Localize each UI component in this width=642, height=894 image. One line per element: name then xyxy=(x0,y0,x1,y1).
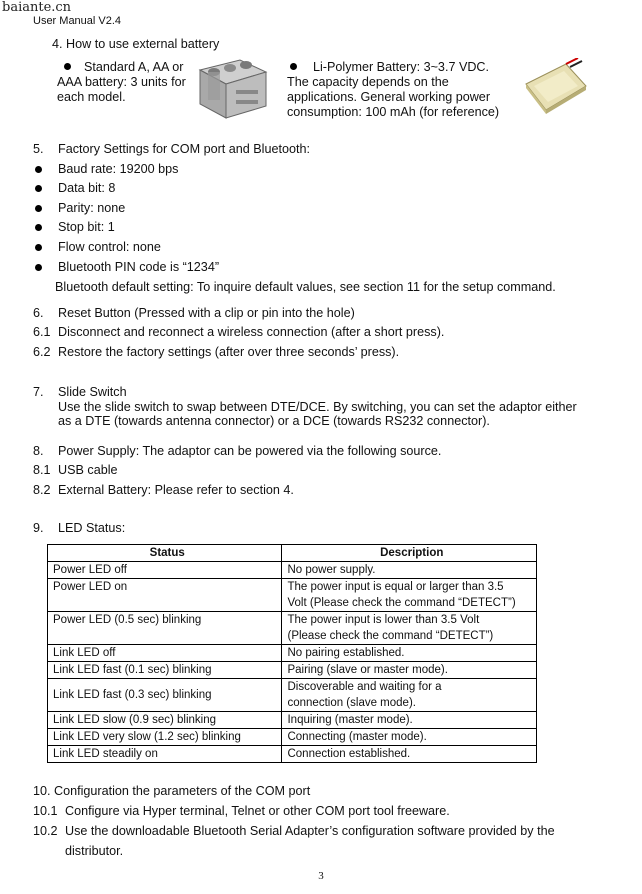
table-row xyxy=(48,579,537,612)
li-polymer-battery-image xyxy=(522,58,590,120)
table-row xyxy=(48,645,537,662)
section-8-1-text: USB cable xyxy=(58,463,118,477)
section-9-number: 9. xyxy=(33,521,44,535)
section-10-title: 10. Configuration the parameters of the COM port xyxy=(33,784,311,798)
bullet-icon xyxy=(35,166,42,173)
table-row xyxy=(48,562,537,579)
section-10-1-text: Configure via Hyper terminal, Telnet or other COM port tool freeware. xyxy=(65,804,450,818)
table-row xyxy=(48,612,537,645)
watermark: baiante.cn xyxy=(2,0,72,15)
table-row xyxy=(48,729,537,746)
description-line: Volt (Please check the command “DETECT”) xyxy=(287,597,516,609)
section-5-title: Factory Settings for COM port and Bluetooth: xyxy=(58,142,310,156)
status-cell: Power LED (0.5 sec) blinking xyxy=(48,612,282,645)
section-8-2-text: External Battery: Please refer to section 4. xyxy=(58,483,294,497)
bullet-icon xyxy=(35,205,42,212)
section-7-title: Slide Switch xyxy=(58,385,127,399)
section-8-number: 8. xyxy=(33,444,44,458)
section-7-body-1: Use the slide switch to swap between DTE/DCE. By switching, you can set the adaptor either xyxy=(58,400,577,414)
description-line: (Please check the command “DETECT”) xyxy=(287,630,494,642)
setting-flow-control: Flow control: none xyxy=(58,240,161,254)
section-10-1-number: 10.1 xyxy=(33,804,58,818)
description-cell xyxy=(282,662,537,679)
section-7-body-2: as a DTE (towards antenna connector) or a DCE (towards RS232 connector). xyxy=(58,414,490,428)
bullet-icon xyxy=(35,224,42,231)
led-status-table xyxy=(47,544,537,763)
page-number: 3 xyxy=(318,870,324,882)
description-cell xyxy=(282,579,537,612)
description-cell xyxy=(282,562,537,579)
setting-pin-code: Bluetooth PIN code is “1234” xyxy=(58,260,220,274)
lipo-text-1: Li-Polymer Battery: 3~3.7 VDC. xyxy=(313,60,490,74)
section-6-2-text: Restore the factory settings (after over three seconds’ press). xyxy=(58,345,400,359)
description-cell xyxy=(282,612,537,645)
column-header-status: Status xyxy=(48,545,282,562)
table-header-row xyxy=(48,545,537,562)
section-6-2-number: 6.2 xyxy=(33,345,51,359)
description-cell xyxy=(282,746,537,763)
bullet-icon xyxy=(35,244,42,251)
running-header: User Manual V2.4 xyxy=(33,15,122,27)
description-line: The power input is lower than 3.5 Volt xyxy=(287,614,480,626)
description-line: Connecting (master mode). xyxy=(287,731,427,743)
section-10-2-number: 10.2 xyxy=(33,824,58,838)
section-8-title: Power Supply: The adaptor can be powered via the following source. xyxy=(58,444,442,458)
section-6-1-number: 6.1 xyxy=(33,325,51,339)
description-line: No pairing established. xyxy=(287,647,405,659)
section-8-1-number: 8.1 xyxy=(33,463,51,477)
description-line: Connection established. xyxy=(287,748,411,760)
description-cell xyxy=(282,712,537,729)
section-6-number: 6. xyxy=(33,306,44,320)
status-cell: Power LED on xyxy=(48,579,282,612)
description-line: The power input is equal or larger than 3.5 xyxy=(287,581,504,593)
setting-baud-rate: Baud rate: 19200 bps xyxy=(58,162,179,176)
description-line: connection (slave mode). xyxy=(287,697,416,709)
status-cell: Link LED fast (0.3 sec) blinking xyxy=(48,679,282,712)
description-line: Inquiring (master mode). xyxy=(287,714,413,726)
lipo-text-3: applications. General working power xyxy=(287,90,491,104)
column-header-description: Description xyxy=(282,545,537,562)
description-line: No power supply. xyxy=(287,564,376,576)
description-line: Discoverable and waiting for a xyxy=(287,681,442,693)
battery-standard-text-1: Standard A, AA or xyxy=(84,60,184,74)
table-row xyxy=(48,679,537,712)
section-10-2-text-cont: distributor. xyxy=(65,844,124,858)
battery-standard-text-2: AAA battery: 3 units for xyxy=(57,75,186,89)
section-9-title: LED Status: xyxy=(58,521,126,535)
aa-battery-holder-image xyxy=(192,56,270,122)
section-5-number: 5. xyxy=(33,142,44,156)
lipo-text-4: consumption: 100 mAh (for reference) xyxy=(287,105,500,119)
section-10-2-text: Use the downloadable Bluetooth Serial Adapter’s configuration software provided by the xyxy=(65,824,555,838)
status-cell: Link LED very slow (1.2 sec) blinking xyxy=(48,729,282,746)
bluetooth-default-note: Bluetooth default setting: To inquire default values, see section 11 for the setup command. xyxy=(55,280,556,294)
section-6-1-text: Disconnect and reconnect a wireless connection (after a short press). xyxy=(58,325,445,339)
setting-data-bit: Data bit: 8 xyxy=(58,181,116,195)
description-line: Pairing (slave or master mode). xyxy=(287,664,448,676)
bullet-icon xyxy=(35,264,42,271)
setting-stop-bit: Stop bit: 1 xyxy=(58,220,115,234)
status-cell: Link LED steadily on xyxy=(48,746,282,763)
status-cell: Power LED off xyxy=(48,562,282,579)
status-cell: Link LED off xyxy=(48,645,282,662)
description-cell xyxy=(282,729,537,746)
bullet-icon xyxy=(64,63,71,70)
lipo-text-2: The capacity depends on the xyxy=(287,75,449,89)
status-cell: Link LED fast (0.1 sec) blinking xyxy=(48,662,282,679)
bullet-icon xyxy=(290,63,297,70)
section-8-2-number: 8.2 xyxy=(33,483,51,497)
table-row xyxy=(48,712,537,729)
description-cell xyxy=(282,679,537,712)
description-cell xyxy=(282,645,537,662)
section-7-number: 7. xyxy=(33,385,44,399)
status-cell: Link LED slow (0.9 sec) blinking xyxy=(48,712,282,729)
table-row xyxy=(48,746,537,763)
section-4-title: 4. How to use external battery xyxy=(52,37,220,51)
section-6-title: Reset Button (Pressed with a clip or pin into the hole) xyxy=(58,306,355,320)
setting-parity: Parity: none xyxy=(58,201,126,215)
battery-standard-text-3: each model. xyxy=(57,90,126,104)
table-row xyxy=(48,662,537,679)
bullet-icon xyxy=(35,185,42,192)
